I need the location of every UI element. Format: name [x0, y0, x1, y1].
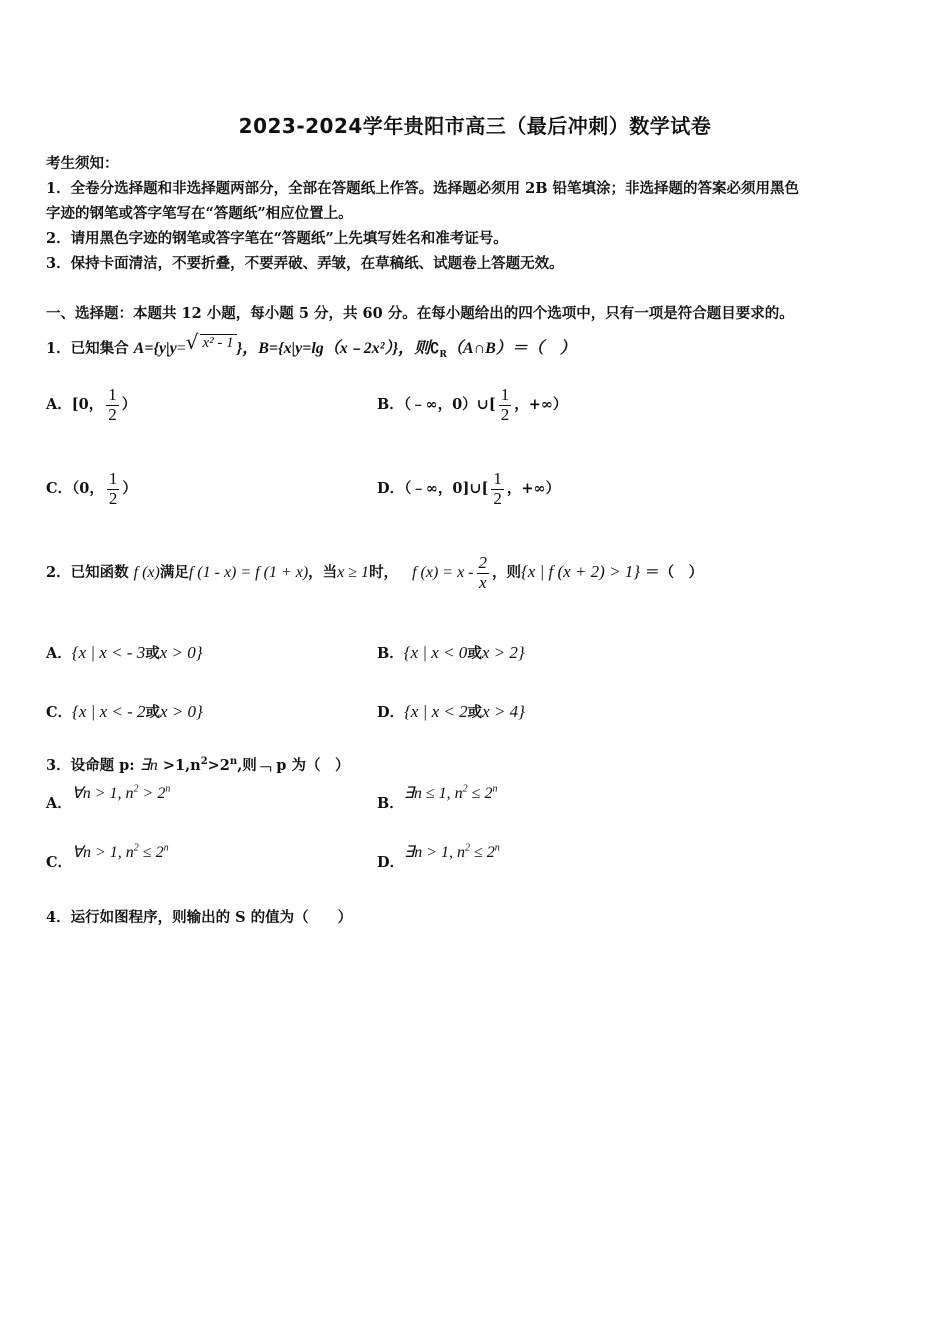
notice-item-1b: 字迹的钢笔或答字笔写在“答题纸”相应位置上。	[46, 205, 353, 222]
notice-heading: 考生须知：	[46, 155, 119, 172]
q3-option-b[interactable]: B．∃n ≤ 1, $n^2 \le 2^n$	[377, 783, 498, 812]
fraction: $\frac{1}{2}$	[500, 385, 510, 424]
question-4-stem: 4．运行如图程序，则输出的 S 的值为（ ）	[46, 909, 353, 926]
q1-option-b[interactable]: B．（﹣∞，0）∪[ $\frac{1}{2}$ ，+∞）	[377, 385, 568, 424]
q2-option-a[interactable]: A．{x | x < - 3或x > 0}	[46, 643, 203, 662]
question-1-stem: 1．已知集合 A={y|y=√ x² - 1 }，B={x|y=lg（x﹣2x²）}，则$∁_R(A\cap B)=$（ ）	[46, 330, 576, 360]
fraction: $\frac{1}{2}$	[108, 385, 117, 424]
fraction: $\frac{1}{2}$	[493, 469, 502, 508]
notice-item-3: 3．保持卡面清洁，不要折叠，不要弄破、弄皱，在草稿纸、试题卷上答题无效。	[46, 255, 564, 272]
page-title: 2023-2024学年贵阳市高三（最后冲刺）数学试卷	[238, 114, 712, 138]
q3-option-a[interactable]: A．∀n > 1, $n^2 > 2^n$	[46, 783, 171, 812]
question-2-stem: 2．已知函数 f (x)满足f (1 - x) = f (1 + x)，当x ≥ 1时， f (x) = x - $\frac{2}{x}$ ，则{x | f (x + 2) > 1} ＝（ ）	[46, 553, 704, 592]
complement-symbol: ∁	[430, 340, 440, 357]
q2-option-d[interactable]: D．{x | x < 2或x > 4}	[377, 702, 525, 721]
question-3-stem: 3．设命题 p: ∃n $>1,n^2>2^n$,则﹁ p 为（ ）	[46, 756, 350, 774]
radicand: x² - 1	[200, 334, 237, 352]
q1-option-d[interactable]: D．（﹣∞，0]∪[ $\frac{1}{2}$ ，+∞）	[377, 469, 561, 508]
q1-option-a[interactable]: A．[0， $\frac{1}{2}$ ）	[46, 385, 137, 424]
q3-option-d[interactable]: D．∃n > 1, $n^2 \le 2^n$	[377, 842, 500, 871]
section-heading: 一、选择题：本题共 12 小题，每小题 5 分，共 60 分。在每小题给出的四个选项中，只有一项是符合题目要求的。	[46, 305, 794, 322]
q2-option-b[interactable]: B．{x | x < 0或x > 2}	[377, 643, 525, 662]
notice-item-2: 2．请用黑色字迹的钢笔或答字笔在“答题纸”上先填写姓名和准考证号。	[46, 230, 508, 247]
q3-option-c[interactable]: C．∀n > 1, $n^2 \le 2^n$	[46, 842, 169, 871]
q1-option-c[interactable]: C．（0， $\frac{1}{2}$ ）	[46, 469, 137, 508]
notice-item-1a: 1．全卷分选择题和非选择题两部分，全部在答题纸上作答。选择题必须用 2B 铅笔填涂；非选择题的答案必须用黑色	[46, 180, 800, 197]
fraction: $\frac{2}{x}$	[478, 553, 487, 592]
sqrt-symbol: √	[185, 330, 199, 354]
q2-option-c[interactable]: C．{x | x < - 2或x > 0}	[46, 702, 203, 721]
fraction: $\frac{1}{2}$	[108, 469, 118, 508]
